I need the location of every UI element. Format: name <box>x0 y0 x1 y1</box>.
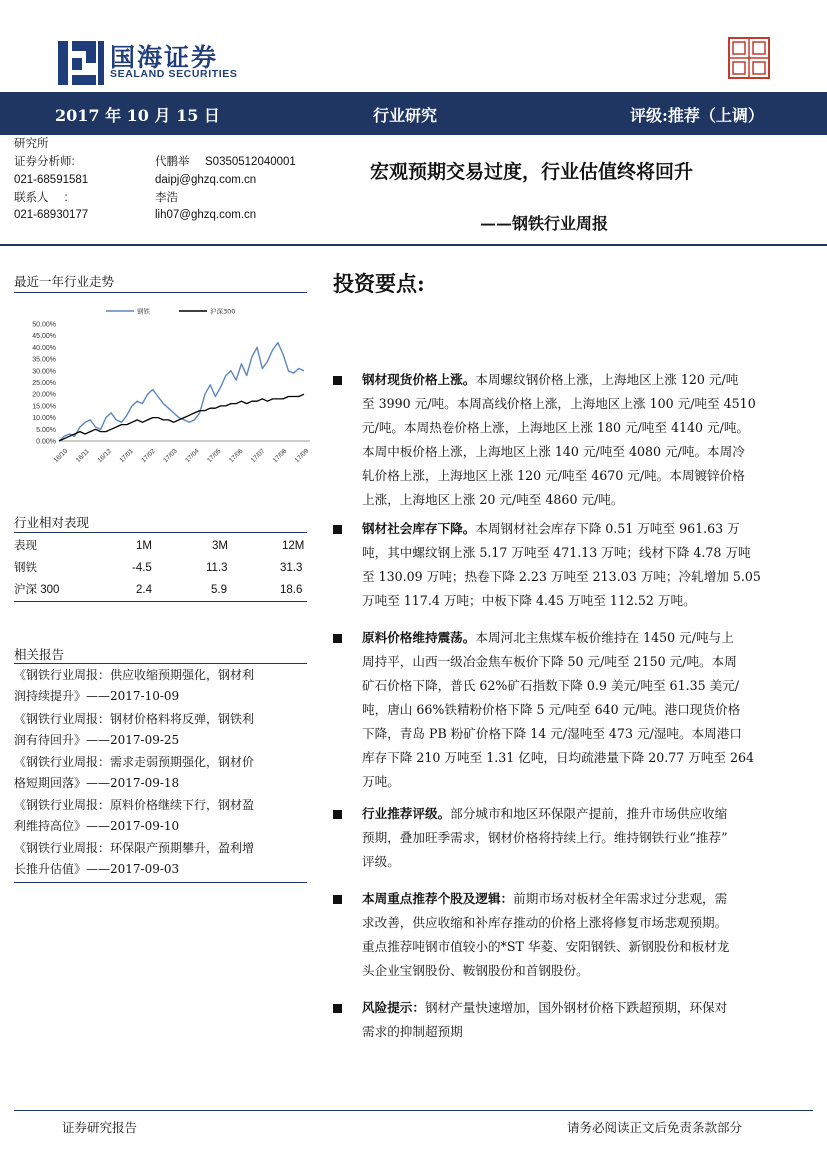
point-text: 本周钢材社会库存下降 0.51 万吨至 961.63 万 <box>475 521 740 536</box>
trend-heading: 最近一年行业走势 <box>14 274 115 289</box>
brand-name-cn: 国海证券 <box>110 44 219 72</box>
list-item[interactable] <box>14 752 314 794</box>
divider <box>0 244 827 246</box>
perf-header-row <box>14 535 307 557</box>
bullet-icon <box>333 525 342 534</box>
report-line: 润有待回升》——2017-09-25 <box>14 733 180 747</box>
point-text: 本周螺纹钢价格上涨，上海地区上涨 120 元/吨 <box>475 372 739 387</box>
perf-cell: 沪深 300 <box>14 584 60 596</box>
report-line: 《钢铁行业周报：供应收缩预期强化，钢材利 <box>14 668 255 682</box>
seal-icon <box>728 37 770 79</box>
point-text: 重点推荐吨钢市值较小的*ST 华菱、安阳钢铁、新钢股份和板材龙 <box>362 939 730 954</box>
y-tick-label: 25.00% <box>32 380 56 387</box>
bullet-icon <box>333 1004 342 1013</box>
report-line: 《钢铁行业周报：环保限产预期攀升，盈利增 <box>14 841 255 855</box>
x-tick-label: 16/12 <box>96 447 113 465</box>
contact-label: 联系人 : <box>14 192 68 204</box>
perf-col-header: 12M <box>282 540 305 552</box>
report-line: 润持续提升》——2017-10-09 <box>14 689 180 703</box>
perf-cell: 2.4 <box>136 584 152 596</box>
report-line: 《钢铁行业周报：原料价格继续下行，钢材盈 <box>14 798 255 812</box>
point-text: 评级。 <box>362 854 400 869</box>
bullet-icon <box>333 376 342 385</box>
invest-point <box>362 517 792 613</box>
x-tick-label: 17/06 <box>227 447 245 465</box>
x-tick-label: 17/04 <box>184 447 201 465</box>
x-tick-label: 17/08 <box>271 447 289 465</box>
perf-cell: 5.9 <box>211 584 227 596</box>
point-heading: 钢材社会库存下降。 <box>362 521 476 536</box>
brand-name-en: SEALAND SECURITIES <box>110 68 238 80</box>
point-heading: 风险提示： <box>362 1000 425 1015</box>
x-tick-label: 17/02 <box>140 447 157 465</box>
invest-point <box>362 996 792 1044</box>
perf-col-header: 1M <box>136 540 152 552</box>
y-tick-label: 35.00% <box>32 356 56 364</box>
x-tick-label: 17/05 <box>206 447 223 465</box>
analyst-label: 证券分析师: <box>14 156 75 168</box>
perf-col-header: 3M <box>212 540 228 552</box>
x-tick-label: 17/07 <box>249 447 267 465</box>
report-title: 宏观预期交易过度，行业估值终将回升 <box>370 161 694 183</box>
point-text: 吨，其中螺纹钢上涨 5.17 万吨至 471.13 万吨；线材下降 4.78 万吨 <box>362 545 751 560</box>
point-text: 预期，叠加旺季需求，钢材价格将持续上行。维持钢铁行业“推荐” <box>362 830 728 845</box>
x-tick-label: 17/01 <box>118 447 135 465</box>
research-seal <box>728 37 770 79</box>
analyst-cert: S0350512040001 <box>205 156 296 168</box>
report-line: 长推升估值》——2017-09-03 <box>14 862 180 876</box>
y-tick-label: 45.00% <box>32 333 56 341</box>
perf-bottom-line <box>14 601 307 602</box>
perf-heading: 行业相对表现 <box>14 515 90 530</box>
point-text: 钢材产量快速增加，国外钢材价格下跌超预期，环保对 <box>424 1000 728 1015</box>
perf-cell: 18.6 <box>280 584 303 596</box>
point-text: 万吨至 117.4 万吨；中板下降 4.45 万吨至 112.52 万吨。 <box>362 593 696 608</box>
bullet-icon <box>333 810 342 819</box>
footer-line <box>14 1110 813 1111</box>
x-tick-label: 17/03 <box>162 447 179 465</box>
series-line <box>59 343 304 441</box>
report-line: 《钢铁行业周报：钢材价格料将反弹，钢铁利 <box>14 712 255 726</box>
y-tick-label: 5.00% <box>36 426 56 434</box>
analyst-name: 代鹏举 <box>155 156 190 168</box>
list-item[interactable] <box>14 795 314 837</box>
y-tick-label: 40.00% <box>32 344 56 352</box>
point-text: 轧价格上涨，上海地区上涨 120 元/吨至 4670 元/吨。本周镀锌价格 <box>362 468 745 483</box>
point-text: 至 130.09 万吨；热卷下降 2.23 万吨至 213.03 万吨；冷轧增加 5.05 <box>362 569 761 584</box>
list-item[interactable] <box>14 709 314 751</box>
reports-heading-line <box>14 663 307 664</box>
point-heading: 钢材现货价格上涨。 <box>362 372 476 387</box>
chart-axes <box>32 322 310 465</box>
report-line: 格短期回落》——2017-09-18 <box>14 776 180 790</box>
y-tick-label: 0.00% <box>36 438 56 446</box>
footer-left: 证券研究报告 <box>62 1120 138 1135</box>
perf-cell: -4.5 <box>132 562 152 574</box>
chart-legend <box>106 307 235 316</box>
invest-point <box>362 368 792 512</box>
list-item[interactable] <box>14 838 314 880</box>
report-rating: 评级:推荐（上调） <box>630 106 764 125</box>
point-heading: 原料价格维持震荡。 <box>362 630 476 645</box>
invest-point <box>362 887 792 983</box>
reports-bottom-line <box>14 882 307 883</box>
perf-cell: 31.3 <box>280 562 303 574</box>
point-text: 求改善，供应收缩和补库存推动的价格上涨将修复市场悲观预期。 <box>362 915 728 930</box>
table-row <box>14 579 307 601</box>
point-text: 下降，青岛 PB 粉矿价格下降 14 元/湿吨至 473 元/湿吨。本周港口 <box>362 726 742 741</box>
legend-label: 钢铁 <box>137 307 150 316</box>
chart-series <box>59 343 304 441</box>
point-text: 元/吨。本周热卷价格上涨，上海地区上涨 180 元/吨至 4140 元/吨。 <box>362 420 750 435</box>
trend-chart <box>14 298 314 473</box>
point-text: 头企业宝钢股份、鞍钢股份和首钢股份。 <box>362 963 589 978</box>
perf-heading-line <box>14 532 307 533</box>
trend-heading-line <box>14 292 307 293</box>
table-row <box>14 557 307 579</box>
point-text: 至 3990 元/吨。本周高线价格上涨，上海地区上涨 100 元/吨至 4510 <box>362 396 756 411</box>
report-line: 利维持高位》——2017-09-10 <box>14 819 180 833</box>
point-text: 上涨，上海地区上涨 20 元/吨至 4860 元/吨。 <box>362 492 624 507</box>
x-tick-label: 16/11 <box>74 447 91 464</box>
x-tick-label: 17/09 <box>293 447 311 465</box>
point-text: 本周中板价格上涨，上海地区上涨 140 元/吨至 4080 元/吨。本周冷 <box>362 444 745 459</box>
y-tick-label: 50.00% <box>32 321 56 329</box>
contact-email[interactable]: lih07@ghzq.com.cn <box>155 209 257 221</box>
y-tick-label: 15.00% <box>32 403 56 411</box>
perf-cell: 11.3 <box>206 562 228 574</box>
point-text: 部分城市和地区环保限产提前，推升市场供应收缩 <box>450 806 728 821</box>
perf-col-header: 表现 <box>14 540 37 552</box>
bullet-icon <box>333 634 342 643</box>
point-text: 周持平，山西一级冶金焦车板价下降 50 元/吨至 2150 元/吨。本周 <box>362 654 737 669</box>
invest-point <box>362 626 792 794</box>
point-heading: 行业推荐评级。 <box>362 806 451 821</box>
point-text: 矿石价格下降，普氏 62%矿石指数下降 0.9 美元/吨至 61.35 美元/ <box>362 678 740 693</box>
contact-phone: 021-68930177 <box>14 209 89 221</box>
y-tick-label: 30.00% <box>32 368 56 376</box>
x-tick-label: 16/10 <box>52 447 70 465</box>
reports-heading: 相关报告 <box>14 647 65 662</box>
point-text: 需求的抑制超预期 <box>362 1024 463 1039</box>
footer-right: 请务必阅读正文后免责条款部分 <box>567 1120 743 1135</box>
report-category: 行业研究 <box>373 106 438 125</box>
bullet-icon <box>333 895 342 904</box>
series-line <box>59 394 304 441</box>
report-subtitle: ——钢铁行业周报 <box>480 214 609 233</box>
invest-point <box>362 802 792 874</box>
perf-cell: 钢铁 <box>14 562 37 574</box>
contact-name: 李浩 <box>155 192 178 204</box>
point-heading: 本周重点推荐个股及逻辑： <box>362 891 514 906</box>
point-text: 库存下降 210 万吨至 1.31 亿吨，日均疏港量下降 20.77 万吨至 264 <box>362 750 755 765</box>
list-item[interactable] <box>14 665 314 707</box>
point-text: 万吨。 <box>362 774 400 789</box>
analyst-phone: 021-68591581 <box>14 174 89 186</box>
point-text: 本周河北主焦煤车板价维持在 1450 元/吨与上 <box>475 630 734 645</box>
analyst-email[interactable]: daipj@ghzq.com.cn <box>155 174 257 186</box>
point-text: 前期市场对板材全年需求过分悲观，需 <box>513 891 728 906</box>
y-tick-label: 20.00% <box>32 391 56 399</box>
point-text: 吨，唐山 66%铁精粉价格下降 5 元/吨至 640 元/吨。港口现货价格 <box>362 702 741 717</box>
report-line: 《钢铁行业周报：需求走弱预期强化，钢材价 <box>14 755 255 769</box>
report-date: 2017 年 10 月 15 日 <box>55 106 220 125</box>
invest-heading: 投资要点: <box>333 271 425 296</box>
dept-label: 研究所 <box>14 138 49 150</box>
legend-label: 沪深300 <box>210 307 236 316</box>
y-tick-label: 10.00% <box>32 415 56 423</box>
